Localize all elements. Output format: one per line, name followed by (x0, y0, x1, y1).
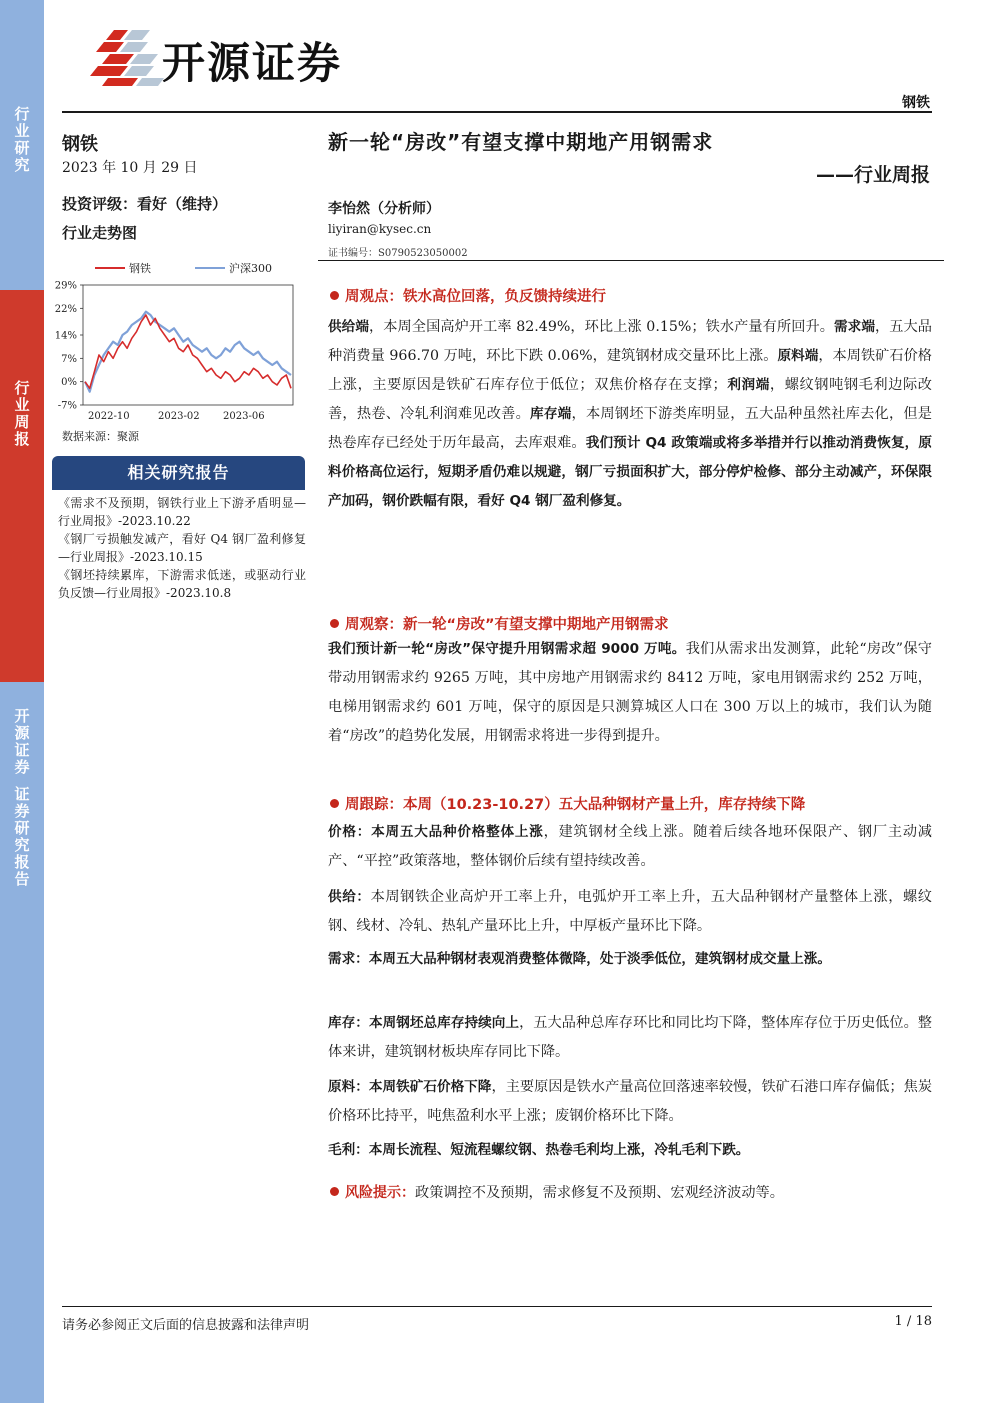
bullet-icon (330, 619, 339, 628)
trend-chart-svg (55, 255, 300, 425)
price-text: ，建筑钢材全线上涨。随着后续各地环保限产、钢厂主动减产、“平控”政策落地，整体钢价后续有望持续改善。 (328, 824, 932, 869)
tracking-inventory-paragraph (328, 1009, 932, 1067)
analyst-name: 李怡然（分析师） (328, 201, 440, 217)
section-heading-weekly-view (330, 285, 606, 306)
tracking-demand-paragraph (328, 945, 932, 974)
related-report-item[interactable]: 《需求不及预期，钢铁行业上下游矛盾明显—行业周报》-2023.10.22 (58, 496, 306, 528)
supply-text: 本周钢铁企业高炉开工率上升，电弧炉开工率上升，五大品种钢材产量整体上涨，螺纹钢、线材、冷轧、热轧产量环比上升，中厚板产量环比下降。 (328, 889, 932, 934)
industry-label: 钢铁 (62, 134, 98, 155)
page-number: 1 / 18 (894, 1314, 932, 1329)
observation-body: 我们从需求出发测算，此轮“房改”保守带动用钢需求约 9265 万吨，其中房地产用钢需求约 8412 万吨，家电用钢需求约 252 万吨，电梯用钢需求约 601 万吨，保守的原因是只测算城区人口在 300 万以上的城市，我们认为随着“房改”的趋势化发展，用钢需求将进一步得到提升。 (328, 641, 932, 744)
header-divider (62, 111, 932, 113)
inventory-label: 库存：本周钢坯总库存持续向上 (328, 1015, 520, 1031)
y-tick-label: 22% (55, 303, 77, 315)
footer-disclaimer: 请务必参阅正文后面的信息披露和法律声明 (62, 1318, 310, 1333)
supply-label: 供给端 (328, 319, 370, 335)
demand-text: ，五大品种消费量 966.70 万吨，环比下跌 0.06%，建筑钢材成交量环比上涨。 (328, 319, 932, 364)
observation-lead: 我们预计新一轮“房改”保守提升用钢需求超 9000 万吨。 (328, 641, 686, 657)
x-tick-label: 2022-10 (88, 411, 130, 422)
x-tick-label: 2023-02 (158, 411, 200, 422)
steel-series-line (85, 315, 291, 388)
report-title: 新一轮“房改”有望支撑中期地产用钢需求 (328, 130, 714, 154)
risk-label: 风险提示： (345, 1185, 415, 1201)
demand-text: 需求：本周五大品种钢材表观消费整体微降，处于淡季低位，建筑钢材成交量上涨。 (328, 951, 831, 967)
left-sidebar-highlight (0, 290, 44, 682)
profit-label: 利润端 (726, 377, 770, 393)
tracking-supply-paragraph (328, 883, 932, 941)
related-reports-header: 相关研究报告 (52, 456, 305, 490)
raw-label: 原料：本周铁矿石价格下降 (328, 1079, 492, 1095)
footer-divider (62, 1306, 932, 1307)
section-heading-weekly-observation (330, 613, 669, 634)
section-heading-text: 周跟踪：本周（10.23-10.27）五大品种钢材产量上升，库存持续下降 (345, 797, 806, 813)
bullet-icon (330, 291, 339, 300)
sidebar-bottom-label: 开 源 证 券 证 券 研 究 报 告 (14, 707, 30, 888)
raw-label: 原料端 (777, 348, 819, 364)
margin-text: 毛利：本周长流程、短流程螺纹钢、热卷毛利均上涨，冷轧毛利下跌。 (328, 1142, 750, 1158)
y-tick-label: 0% (61, 377, 77, 389)
inventory-text: ，五大品种总库存环比和同比均下降，整体库存位于历史低位。整体来讲，建筑钢材板块库存同比下降。 (328, 1015, 932, 1060)
analyst-email[interactable]: liyiran@kysec.cn (328, 222, 432, 236)
inventory-text: ，本周钢坯下游类库明显，五大品种虽然社库去化，但是热卷库存已经处于历年最高，去库艰难。 (328, 406, 932, 451)
report-date: 2023 年 10 月 29 日 (62, 160, 198, 176)
supply-label: 供给： (328, 889, 371, 905)
investment-rating: 投资评级：看好（维持） (62, 195, 228, 213)
trend-chart (55, 255, 300, 425)
y-tick-label: -7% (57, 400, 77, 412)
supply-text: ，本周全国高炉开工率 82.49%，环比上涨 0.15%；铁水产量有所回升。 (369, 319, 834, 335)
brand-logo-icon (88, 28, 168, 90)
outlook-text: 我们预计 Q4 政策端或将多举措并行以推动消费恢复，原料价格高位运行，短期矛盾仍难以规避，钢厂亏损面积扩大，部分停炉检修、部分主动减产，环保限产加码，钢价跌幅有限，看好 Q4 钢厂盈利修复。 (328, 435, 932, 509)
risk-text: 政策调控不及预期，需求修复不及预期、宏观经济波动等。 (415, 1185, 784, 1201)
profit-text: ，螺纹钢吨钢毛利边际改善，热卷、冷轧利润难见改善。 (328, 377, 932, 422)
brand-name: 开源证券 (162, 39, 342, 89)
tracking-price-paragraph (328, 818, 932, 876)
y-tick-label: 29% (55, 280, 77, 292)
x-tick-label: 2023-06 (223, 411, 265, 422)
weekly-view-paragraph (328, 313, 932, 516)
section-divider (318, 260, 944, 261)
section-heading-text: 周观察：新一轮“房改”有望支撑中期地产用钢需求 (345, 617, 669, 633)
trend-chart-title: 行业走势图 (62, 224, 138, 242)
bullet-icon (330, 1187, 339, 1196)
related-report-item[interactable]: 《钢坯持续累库，下游需求低迷，或驱动行业负反馈—行业周报》-2023.10.8 (58, 568, 306, 600)
legend-label: 钢铁 (129, 262, 151, 275)
y-tick-label: 7% (61, 353, 77, 365)
demand-label: 需求端 (834, 319, 876, 335)
weekly-observation-paragraph (328, 635, 932, 751)
analyst-cert: 证书编号：S0790523050002 (328, 248, 468, 259)
tracking-margin-paragraph (328, 1136, 932, 1165)
raw-text: ，本周铁矿石价格上涨，主要原因是铁矿石库存位于低位；双焦价格存在支撑； (328, 348, 932, 393)
inventory-label: 库存端 (530, 406, 572, 422)
industry-tag: 钢铁 (902, 95, 930, 111)
price-label: 价格：本周五大品种价格整体上涨 (328, 824, 544, 840)
sidebar-top-label: 行 业 研 究 (14, 105, 30, 174)
section-heading-text: 周观点：铁水高位回落，负反馈持续进行 (345, 289, 606, 305)
report-subtitle: ——行业周报 (815, 164, 930, 186)
related-reports-list (58, 494, 306, 602)
risk-warning (330, 1182, 784, 1202)
data-source: 数据来源：聚源 (62, 430, 139, 443)
sidebar-mid-label: 行 业 周 报 (14, 379, 30, 448)
y-tick-label: 14% (55, 330, 77, 342)
raw-text: ，主要原因是铁水产量高位回落速率较慢，铁矿石港口库存偏低；焦炭价格环比持平，吨焦盈利水平上涨；废钢价格环比下降。 (328, 1079, 933, 1124)
section-heading-weekly-tracking (330, 793, 805, 814)
tracking-raw-paragraph (328, 1073, 932, 1131)
left-sidebar (0, 0, 44, 1403)
legend-label: 沪深300 (229, 262, 272, 275)
related-report-item[interactable]: 《钢厂亏损触发减产，看好 Q4 钢厂盈利修复—行业周报》-2023.10.15 (58, 532, 306, 564)
bullet-icon (330, 799, 339, 808)
